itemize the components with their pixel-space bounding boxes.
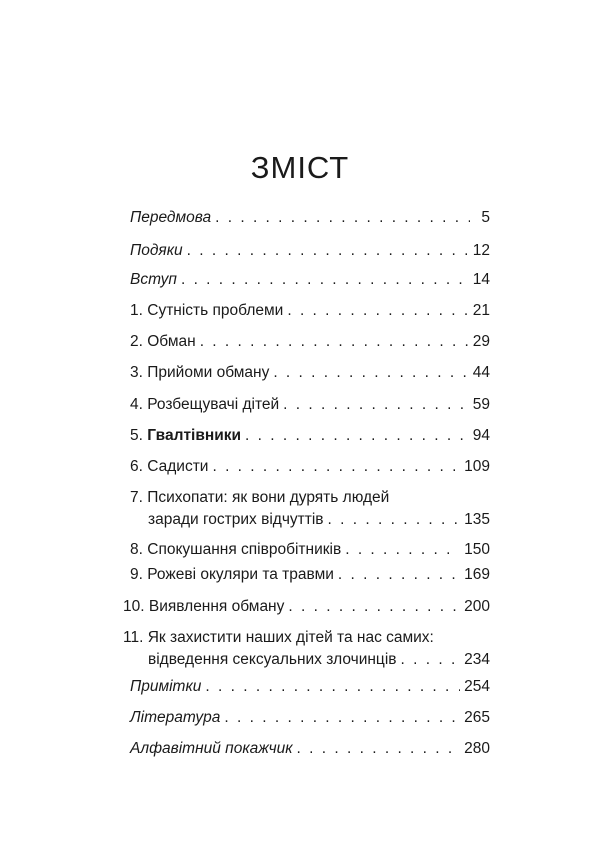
- toc-entry-title: Примітки: [130, 678, 202, 695]
- toc-page-number: 265: [464, 709, 490, 726]
- toc-entry-chapter-2[interactable]: [130, 331, 490, 353]
- toc-entry-chapter-4[interactable]: [130, 394, 490, 416]
- toc-page-number: 150: [464, 541, 490, 558]
- toc-page-number: 200: [464, 598, 490, 615]
- toc-entry-chapter-7[interactable]: [130, 487, 490, 531]
- toc-entry-preface[interactable]: [130, 207, 490, 229]
- toc-entry-title: [130, 564, 334, 586]
- toc-page-number: 21: [472, 302, 490, 319]
- toc-page-number: 109: [464, 458, 490, 475]
- toc-chapter-title: Прийоми обману: [147, 364, 270, 381]
- toc-entry-index[interactable]: [130, 738, 490, 760]
- toc-entry-introduction[interactable]: [130, 269, 490, 291]
- toc-entry-title: [130, 300, 283, 322]
- toc-entry-title: [130, 425, 241, 447]
- toc-page-number: 59: [472, 396, 490, 413]
- toc-page-number: 5: [481, 209, 490, 226]
- toc-entry-title-line1: [123, 627, 434, 649]
- toc-entry-chapter-1[interactable]: [130, 300, 490, 322]
- toc-entry-title-line1: [130, 487, 389, 509]
- toc-entry-bibliography[interactable]: [130, 707, 490, 729]
- toc-entry-title-line2: заради гострих відчуттів: [148, 511, 324, 528]
- dot-leader: [401, 649, 461, 671]
- toc-entry-title: Подяки: [130, 242, 183, 259]
- toc-chapter-number: 1.: [130, 302, 143, 319]
- toc-entry-chapter-5[interactable]: [130, 425, 490, 447]
- toc-chapter-number: 8.: [130, 541, 143, 558]
- toc-chapter-title: Виявлення обману: [148, 598, 285, 615]
- toc-chapter-title: Психопати: як вони дурять людей: [147, 489, 390, 506]
- toc-entry-title: [130, 362, 269, 384]
- toc-chapter-title: Як захистити наших дітей та нас самих:: [147, 629, 434, 646]
- toc-page-number: 234: [464, 651, 490, 668]
- dot-leader: [287, 300, 468, 322]
- dot-leader: [245, 425, 469, 447]
- toc-entry-title: [130, 456, 208, 478]
- toc-chapter-number: 11.: [123, 629, 144, 646]
- toc-entry-chapter-3[interactable]: [130, 362, 490, 384]
- toc-entry-title: Вступ: [130, 271, 177, 288]
- toc-chapter-number: 9.: [130, 566, 143, 583]
- toc-chapter-number: 4.: [130, 396, 143, 413]
- page-title: ЗМІСТ: [250, 150, 350, 185]
- dot-leader: [181, 269, 469, 291]
- dot-leader: [224, 707, 460, 729]
- toc-page-number: 135: [464, 511, 490, 528]
- toc-entry-chapter-10[interactable]: [123, 596, 490, 618]
- toc-chapter-title: Рожеві окуляри та травми: [147, 566, 334, 583]
- dot-leader: [215, 207, 470, 229]
- toc-page-number: 29: [472, 333, 490, 350]
- toc-chapter-number: 7.: [130, 489, 143, 506]
- dot-leader: [328, 509, 461, 531]
- toc-entry-title: Алфавітний покажчик: [130, 740, 293, 757]
- dot-leader: [338, 564, 460, 586]
- toc-chapter-title: Обман: [147, 333, 196, 350]
- toc-entry-title-line2: відведення сексуальних злочинців: [148, 651, 397, 668]
- toc-page-number: 169: [464, 566, 490, 583]
- dot-leader: [212, 456, 460, 478]
- toc-chapter-title: Сутність проблеми: [147, 302, 284, 319]
- toc-entry-title: [130, 331, 196, 353]
- toc-entry-chapter-8[interactable]: [130, 539, 490, 561]
- dot-leader: [205, 676, 460, 698]
- toc-chapter-title: Розбещувачі дітей: [147, 396, 280, 413]
- toc-entry-title: Література: [130, 709, 221, 726]
- dot-leader: [273, 362, 468, 384]
- toc-page-number: 254: [464, 678, 490, 695]
- dot-leader: [297, 738, 461, 760]
- toc-entry-notes[interactable]: [130, 676, 490, 698]
- toc-entry-chapter-6[interactable]: [130, 456, 490, 478]
- toc-entry-chapter-11[interactable]: [123, 627, 490, 671]
- toc-page-number: 12: [472, 242, 490, 259]
- toc-page-number: 44: [472, 364, 490, 381]
- toc-page-number: 280: [464, 740, 490, 757]
- dot-leader: [200, 331, 469, 353]
- toc-entry-chapter-9[interactable]: [130, 564, 490, 586]
- dot-leader: [187, 240, 469, 262]
- toc-chapter-title: Спокушання співробітників: [147, 541, 342, 558]
- toc-entry-title: [123, 596, 284, 618]
- toc-chapter-number: 2.: [130, 333, 143, 350]
- toc-page-number: 14: [472, 271, 490, 288]
- dot-leader: [288, 596, 460, 618]
- toc-entry-acknowledgements[interactable]: [130, 240, 490, 262]
- toc-page-number: 94: [472, 427, 490, 444]
- toc-entry-title: [130, 539, 341, 561]
- toc-entry-title: [130, 394, 279, 416]
- toc-chapter-title: Садисти: [147, 458, 209, 475]
- toc-chapter-title: Гвалтівники: [147, 427, 242, 444]
- toc-chapter-number: 10.: [123, 598, 145, 615]
- toc-chapter-number: 5.: [130, 427, 143, 444]
- toc-chapter-number: 3.: [130, 364, 143, 381]
- dot-leader: [345, 539, 460, 561]
- toc-entry-title: Передмова: [130, 209, 212, 226]
- dot-leader: [283, 394, 469, 416]
- toc-chapter-number: 6.: [130, 458, 143, 475]
